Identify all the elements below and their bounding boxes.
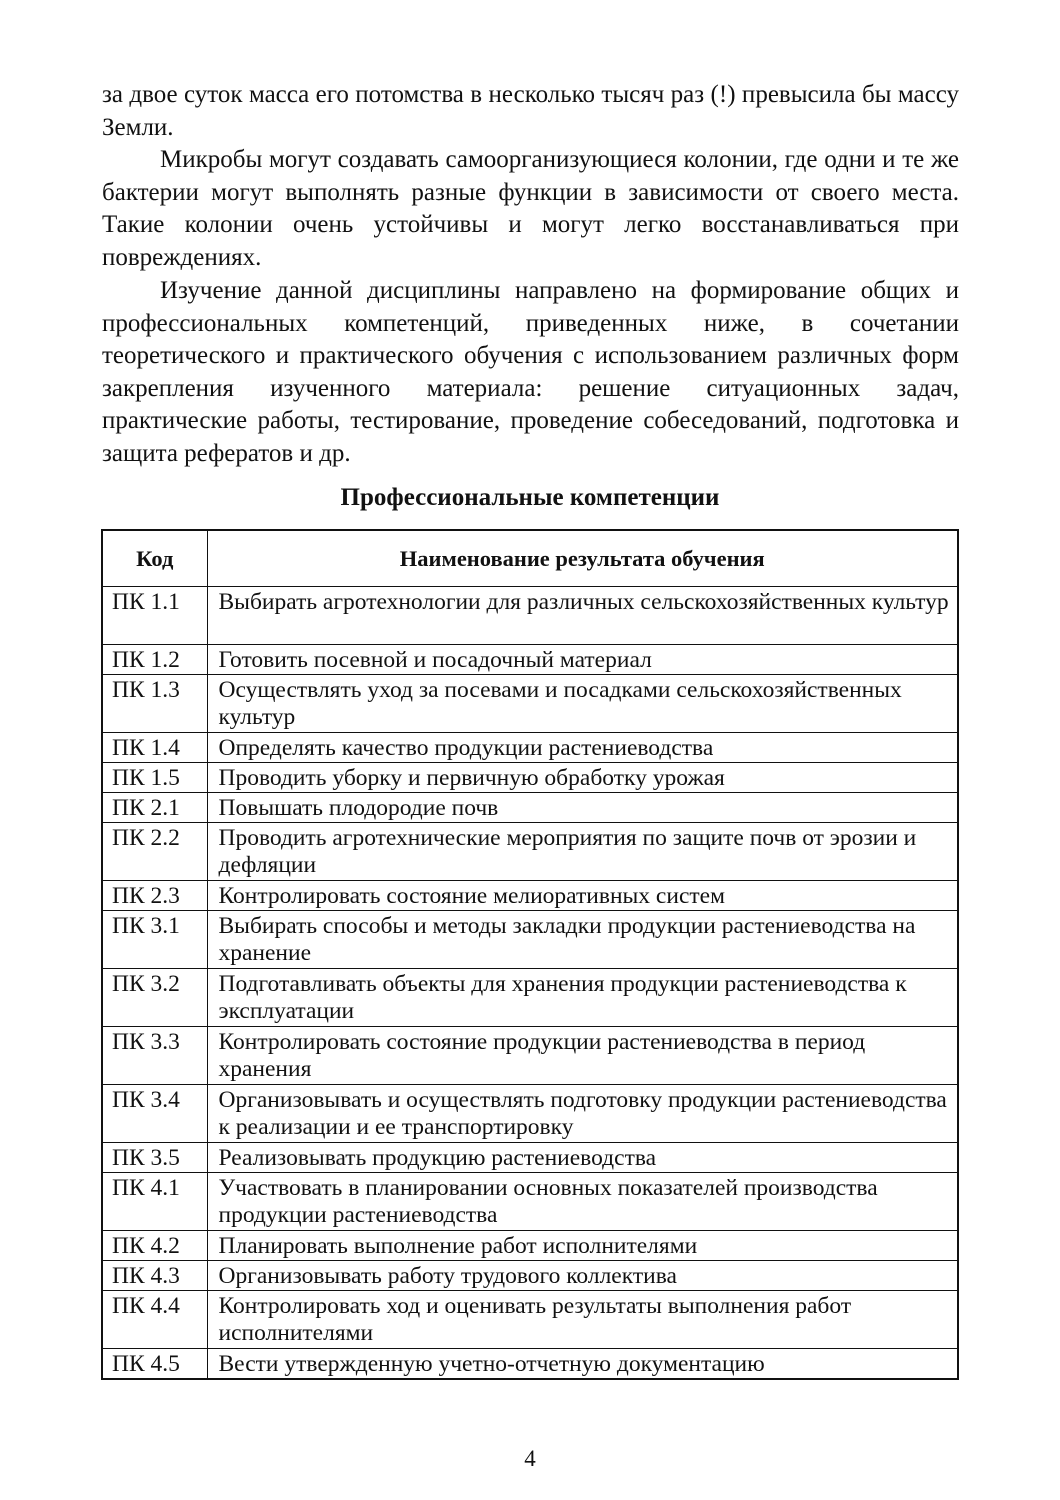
- page-number: 4: [524, 1446, 536, 1471]
- paragraph-continuation: за двое суток масса его потомства в несколько тысяч раз (!) превысила бы массу Земли.: [102, 81, 959, 141]
- table-header-row: [102, 530, 958, 587]
- competency-code: ПК 2.1: [102, 793, 207, 823]
- table-title: Профессиональные компетенции: [340, 484, 720, 511]
- table-row: [102, 645, 958, 675]
- competency-code: ПК 1.4: [102, 733, 207, 763]
- table-row: [102, 675, 958, 733]
- table-row: [102, 1291, 958, 1349]
- competency-code: ПК 4.1: [102, 1173, 207, 1231]
- competency-name: Выбирать агротехнологии для различных сельскохозяйственных культур: [207, 587, 958, 645]
- header-name: Наименование результата обучения: [207, 530, 958, 587]
- table-row: [102, 1143, 958, 1173]
- table-row: [102, 1085, 958, 1143]
- competency-code: ПК 1.5: [102, 763, 207, 793]
- competency-code: ПК 1.2: [102, 645, 207, 675]
- competency-name: Готовить посевной и посадочный материал: [207, 645, 958, 675]
- competency-name: Контролировать состояние продукции растениеводства в период хранения: [207, 1027, 958, 1085]
- competency-code: ПК 2.2: [102, 823, 207, 881]
- competency-name: Вести утвержденную учетно-отчетную документацию: [207, 1349, 958, 1380]
- competency-name: Осуществлять уход за посевами и посадками сельскохозяйственных культур: [207, 675, 958, 733]
- table-row: [102, 969, 958, 1027]
- table-row: [102, 1231, 958, 1261]
- table-row: [102, 733, 958, 763]
- competency-name: Планировать выполнение работ исполнителями: [207, 1231, 958, 1261]
- competency-code: ПК 4.4: [102, 1291, 207, 1349]
- table-row: [102, 1261, 958, 1291]
- competency-name: Реализовывать продукцию растениеводства: [207, 1143, 958, 1173]
- competencies-table: [101, 529, 959, 1380]
- competency-code: ПК 4.3: [102, 1261, 207, 1291]
- competency-code: ПК 4.2: [102, 1231, 207, 1261]
- table-row: [102, 763, 958, 793]
- competency-code: ПК 3.4: [102, 1085, 207, 1143]
- competency-code: ПК 3.1: [102, 911, 207, 969]
- competency-code: ПК 4.5: [102, 1349, 207, 1380]
- competency-name: Проводить уборку и первичную обработку урожая: [207, 763, 958, 793]
- competency-code: ПК 1.1: [102, 587, 207, 645]
- header-code: Код: [102, 530, 207, 587]
- table-row: [102, 1349, 958, 1380]
- competency-name: Выбирать способы и методы закладки продукции растениеводства на хранение: [207, 911, 958, 969]
- competency-code: ПК 3.2: [102, 969, 207, 1027]
- paragraph-microbes: Микробы могут создавать самоорганизующиеся колонии, где одни и те же бактерии могут выполнять разные функции в зависимости от своего места. Такие колонии очень устойчивы и могут легко восстанавливаться при повреждениях.: [102, 146, 959, 271]
- competency-name: Участвовать в планировании основных показателей производства продукции растениеводства: [207, 1173, 958, 1231]
- competency-name: Определять качество продукции растениеводства: [207, 733, 958, 763]
- table-row: [102, 793, 958, 823]
- table-row: [102, 823, 958, 881]
- competency-name: Контролировать состояние мелиоративных систем: [207, 881, 958, 911]
- competency-code: ПК 3.5: [102, 1143, 207, 1173]
- competency-code: ПК 2.3: [102, 881, 207, 911]
- competency-name: Контролировать ход и оценивать результаты выполнения работ исполнителями: [207, 1291, 958, 1349]
- competency-name: Повышать плодородие почв: [207, 793, 958, 823]
- competency-code: ПК 1.3: [102, 675, 207, 733]
- competency-name: Организовывать работу трудового коллектива: [207, 1261, 958, 1291]
- table-row: [102, 1173, 958, 1231]
- competency-name: Подготавливать объекты для хранения продукции растениеводства к эксплуатации: [207, 969, 958, 1027]
- paragraph-discipline: Изучение данной дисциплины направлено на формирование общих и профессиональных компетенций, приведенных ниже, в сочетании теоретического и практического обучения с использованием различных форм закрепления изученного материала: решение ситуационных задач, практические работы, тестирование, проведение собеседований, подготовка и защита рефератов и др.: [102, 277, 959, 467]
- competency-name: Проводить агротехнические мероприятия по защите почв от эрозии и дефляции: [207, 823, 958, 881]
- table-row: [102, 1027, 958, 1085]
- table-row: [102, 911, 958, 969]
- competency-code: ПК 3.3: [102, 1027, 207, 1085]
- table-row: [102, 881, 958, 911]
- table-row: [102, 587, 958, 645]
- competency-name: Организовывать и осуществлять подготовку продукции растениеводства к реализации и ее транспортировку: [207, 1085, 958, 1143]
